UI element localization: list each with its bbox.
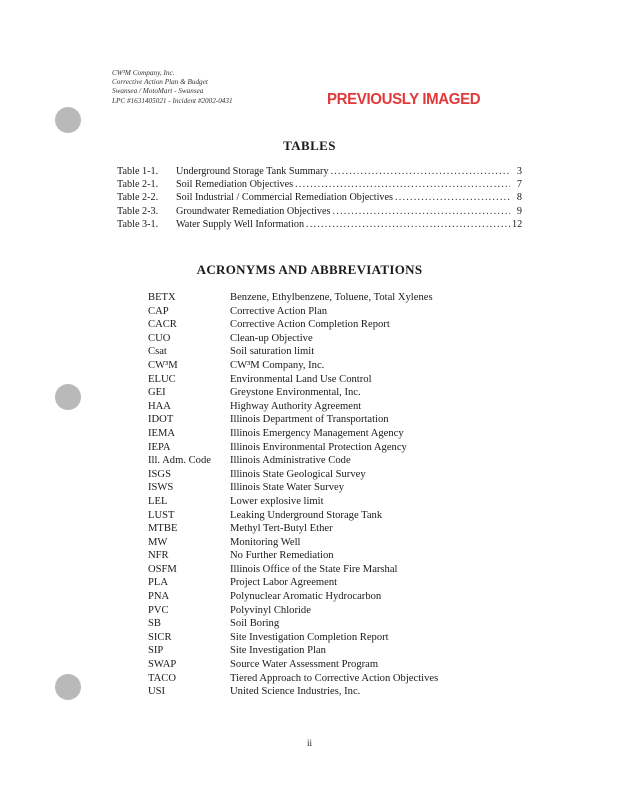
header-line-incident: LPC #1631405021 - Incident #2002-0431 [112,96,233,105]
acronym-term: PVC [148,604,169,616]
acronym-definition: Illinois Department of Transportation [230,414,389,426]
acronym-term: MW [148,536,168,548]
acronym-definition: Highway Authority Agreement [230,400,362,412]
acronym-list-item [148,632,438,646]
dot-leader [395,192,510,203]
acronym-list-item [148,387,438,401]
table-list-item [117,179,522,192]
acronym-list-item [148,686,438,700]
table-page-number: 12 [512,218,523,230]
acronym-definition: Site Investigation Completion Report [230,631,389,643]
acronym-term: LEL [148,495,168,507]
acronym-list-item [148,346,438,360]
acronyms-heading: ACRONYMS AND ABBREVIATIONS [196,262,423,277]
acronym-list-item [148,618,438,632]
tables-list [117,166,522,232]
acronym-list-item [148,577,438,591]
table-title: Water Supply Well Information [176,218,305,230]
acronym-list-item [148,306,438,320]
acronym-definition: Corrective Action Completion Report [230,319,390,331]
table-list-item [117,192,522,205]
acronym-term: CAP [148,305,169,317]
acronym-definition: Monitoring Well [230,536,301,548]
dot-leader [295,179,510,190]
acronym-term: SIP [148,645,164,657]
table-title: Soil Remediation Objectives [176,179,294,191]
table-number: Table 1-1. [117,166,159,177]
header-line-document: Corrective Action Plan & Budget [112,78,208,87]
acronym-list-item [148,510,438,524]
acronym-definition: Corrective Action Plan [230,305,328,317]
table-page-number: 8 [516,192,522,204]
acronym-definition: Project Labor Agreement [230,577,338,589]
acronym-definition: Soil Boring [230,618,280,630]
acronym-list-item [148,360,438,374]
acronym-definition: CW³M Company, Inc. [230,359,325,371]
acronym-definition: Illinois Emergency Management Agency [230,427,404,439]
acronym-term: OSFM [148,563,177,575]
tables-heading: TABLES [283,138,336,153]
table-title: Groundwater Remediation Objectives [176,205,331,217]
acronym-definition: United Science Industries, Inc. [230,686,361,698]
acronym-term: ISWS [148,482,174,494]
table-title: Soil Industrial / Commercial Remediation Objectives [176,192,394,204]
acronym-definition: Leaking Underground Storage Tank [230,509,383,521]
acronym-definition: Illinois Administrative Code [230,455,351,467]
acronym-term: SB [148,618,161,630]
acronym-term: IDOT [148,414,174,426]
acronym-list-item [148,374,438,388]
acronym-term: Csat [148,346,167,358]
table-number: Table 2-3. [117,205,159,217]
acronym-definition: Greystone Environmental, Inc. [230,387,361,399]
dot-leader [332,206,510,217]
acronym-definition: Polynuclear Aromatic Hydrocarbon [230,591,382,603]
table-page-number: 9 [516,205,522,217]
acronym-definition: Illinois State Water Survey [230,482,344,494]
acronym-term: ISGS [148,468,171,480]
acronym-list-item [148,442,438,456]
acronym-term: IEMA [148,427,176,439]
acronym-term: LUST [148,509,175,521]
acronym-list-item [148,550,438,564]
table-list-item [117,219,522,232]
binder-hole-icon [55,674,81,700]
acronym-term: BETX [148,292,176,303]
acronym-list-item [148,455,438,469]
acronym-term: GEI [148,387,166,399]
acronym-definition: Methyl Tert-Butyl Ether [230,523,333,535]
acronym-term: PNA [148,591,170,603]
acronym-definition: No Further Remediation [230,550,334,562]
acronym-definition: Clean-up Objective [230,332,313,344]
table-list-item [117,206,522,219]
acronym-definition: Tiered Approach to Corrective Action Objectives [230,672,439,684]
acronym-list-item [148,414,438,428]
acronyms-list [148,292,438,700]
acronym-list-item [148,645,438,659]
header-line-company: CW³M Company, Inc. [112,69,175,77]
table-page-number: 3 [516,166,522,177]
acronym-list-item [148,523,438,537]
acronym-definition: Site Investigation Plan [230,645,326,657]
acronym-term: CUO [148,332,171,344]
acronym-term: PLA [148,577,169,589]
acronym-list-item [148,564,438,578]
page-number: ii [306,738,312,748]
acronym-term: SICR [148,631,172,643]
acronym-definition: Illinois Office of the State Fire Marshal [230,563,398,575]
acronym-term: TACO [148,672,176,684]
acronym-term: NFR [148,550,169,562]
acronym-list-item [148,319,438,333]
binder-hole-icon [55,107,81,133]
acronym-definition: Lower explosive limit [230,495,324,507]
acronym-term: HAA [148,400,171,412]
table-number: Table 2-1. [117,179,159,191]
acronym-list-item [148,673,438,687]
acronym-list-item [148,469,438,483]
table-number: Table 3-1. [117,218,159,230]
acronym-term: MTBE [148,523,178,535]
acronym-list-item [148,333,438,347]
acronym-definition: Environmental Land Use Control [230,373,372,385]
document-header [112,69,233,106]
acronym-list-item [148,292,438,306]
acronym-definition: Illinois Environmental Protection Agency [230,441,407,453]
acronym-definition: Illinois State Geological Survey [230,468,366,480]
acronym-list-item [148,401,438,415]
dot-leader [306,219,510,230]
acronym-definition: Soil saturation limit [230,346,315,358]
acronym-term: CACR [148,319,177,331]
table-title: Underground Storage Tank Summary [176,166,329,177]
acronym-list-item [148,496,438,510]
header-line-site: Swansea / MotoMart - Swansea [112,87,204,96]
table-number: Table 2-2. [117,192,159,204]
acronym-term: IEPA [148,441,171,453]
acronym-term: CW³M [148,359,178,371]
acronym-term: SWAP [148,659,177,671]
acronym-list-item [148,591,438,605]
acronym-definition: Benzene, Ethylbenzene, Toluene, Total Xylenes [230,292,433,303]
dot-leader [331,166,510,177]
binder-hole-icon [55,384,81,410]
acronym-list-item [148,428,438,442]
table-page-number: 7 [516,179,522,191]
previously-imaged-stamp: PREVIOUSLY IMAGED [327,91,481,108]
acronym-term: Ill. Adm. Code [148,455,211,467]
acronym-term: USI [148,686,166,698]
acronym-term: ELUC [148,373,176,385]
acronym-list-item [148,605,438,619]
acronym-list-item [148,537,438,551]
acronym-list-item [148,482,438,496]
acronym-definition: Polyvinyl Chloride [230,604,311,616]
acronym-list-item [148,659,438,673]
acronym-definition: Source Water Assessment Program [230,659,379,671]
table-list-item [117,166,522,179]
